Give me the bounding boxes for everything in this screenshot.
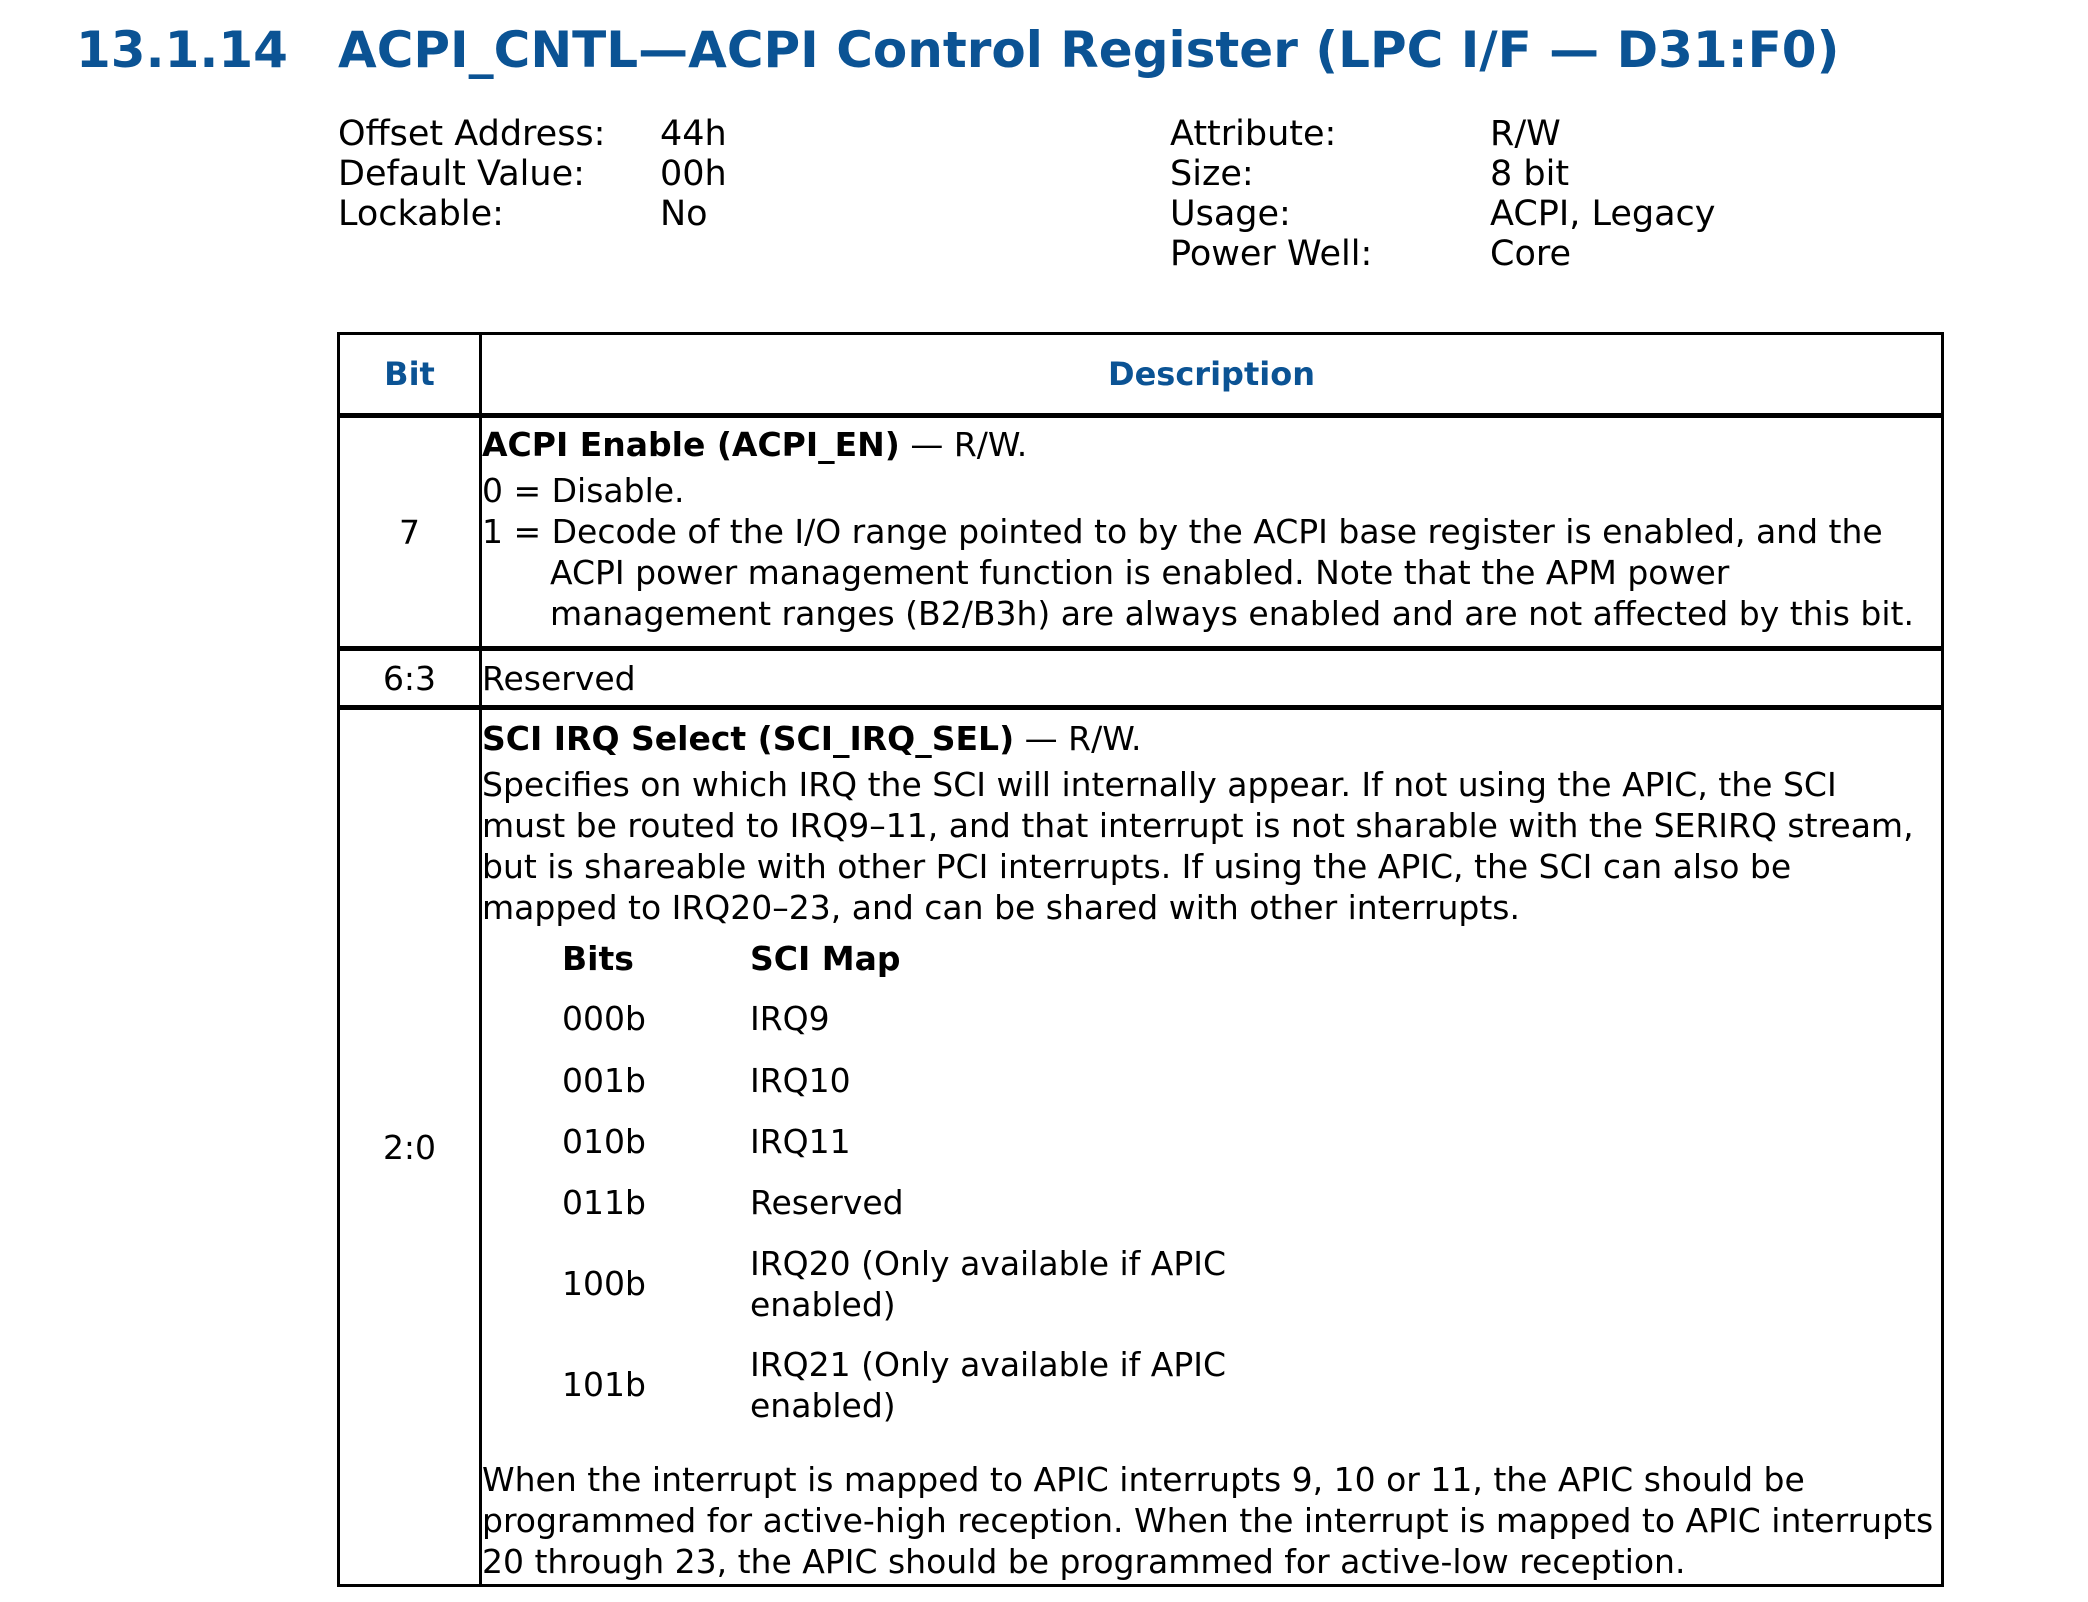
description-line: mapped to IRQ20–23, and can be shared with other interrupts. [482, 888, 1520, 927]
register-bit-table [337, 332, 1944, 1587]
sci-map-value-line: enabled) [750, 1285, 896, 1324]
sci-map-value: IRQ9 [750, 999, 830, 1038]
sci-map-bits: 000b [562, 999, 646, 1038]
description-line: Reserved [482, 658, 636, 698]
meta-label: Size: [1170, 154, 1254, 194]
table-row-bit-7 [339, 416, 1943, 649]
meta-row-offset-address [338, 114, 938, 154]
meta-value: No [660, 194, 708, 234]
description-line: When the interrupt is mapped to APIC interrupts 9, 10 or 11, the APIC should be [482, 1460, 1805, 1499]
description-line: Specifies on which IRQ the SCI will internally appear. If not using the APIC, the SCI [482, 765, 1837, 804]
sci-map-value [750, 1344, 1310, 1426]
sci-map-header [562, 932, 1941, 990]
meta-row-usage [1170, 194, 1870, 234]
register-attributes-left [338, 114, 938, 234]
register-attributes-right [1170, 114, 1870, 274]
sci-map-value-line: IRQ21 (Only available if APIC [750, 1345, 1227, 1384]
field-access: — R/W. [1014, 719, 1142, 758]
sci-map-value [750, 1243, 1310, 1325]
field-heading [482, 718, 1941, 759]
sci-map-row [562, 990, 1941, 1052]
table-row-bit-6-3 [339, 649, 1943, 708]
sci-map-row [562, 1235, 1941, 1336]
meta-label: Usage: [1170, 194, 1291, 234]
sci-map-row [562, 1174, 1941, 1235]
bit-cell: 2:0 [339, 708, 481, 1586]
bit-cell: 6:3 [339, 649, 481, 708]
sci-map-header-map: SCI Map [750, 939, 901, 978]
meta-value: 8 bit [1490, 154, 1570, 194]
description-cell [481, 649, 1943, 708]
meta-row-size [1170, 154, 1870, 194]
meta-value: 00h [660, 154, 727, 194]
meta-row-default-value [338, 154, 938, 194]
meta-value: Core [1490, 234, 1572, 274]
sci-map-bits: 001b [562, 1061, 646, 1100]
meta-value: 44h [660, 114, 727, 154]
meta-row-power-well [1170, 234, 1870, 274]
sci-map-value-line: IRQ20 (Only available if APIC [750, 1244, 1227, 1283]
table-row-bit-2-0 [339, 708, 1943, 1586]
sci-map-table [562, 932, 1941, 1437]
sci-map-value: IRQ10 [750, 1061, 851, 1100]
field-name: ACPI Enable (ACPI_EN) [482, 425, 900, 464]
sci-map-bits: 010b [562, 1122, 646, 1161]
description-line: must be routed to IRQ9–11, and that interrupt is not sharable with the SERIRQ stream, [482, 806, 1914, 845]
field-access: — R/W. [899, 425, 1028, 464]
description-line: 1 = Decode of the I/O range pointed to by the ACPI base register is enabled, and the [482, 512, 1883, 551]
sci-map-bits: 101b [562, 1365, 646, 1404]
sci-map-row [562, 1336, 1941, 1437]
sci-map-row [562, 1113, 1941, 1174]
description-cell [481, 708, 1943, 1586]
table-header-row [339, 334, 1943, 416]
sci-map-bits: 011b [562, 1183, 646, 1222]
description-line: programmed for active-high reception. When the interrupt is mapped to APIC interrupts [482, 1501, 1934, 1540]
sci-map-bits: 100b [562, 1264, 646, 1303]
description-line: 20 through 23, the APIC should be programmed for active-low reception. [482, 1542, 1686, 1581]
description-line: 0 = Disable. [482, 471, 685, 510]
field-heading [482, 424, 1941, 465]
field-name: SCI IRQ Select (SCI_IRQ_SEL) [482, 719, 1015, 758]
meta-value: R/W [1490, 114, 1561, 154]
meta-label: Default Value: [338, 154, 585, 194]
sci-map-header-bits: Bits [562, 939, 634, 978]
meta-label: Lockable: [338, 194, 504, 234]
description-line: ACPI power management function is enabled. Note that the APM power [550, 553, 1730, 592]
column-header-description: Description [481, 334, 1943, 416]
column-header-bit: Bit [339, 334, 481, 416]
bit-cell: 7 [339, 416, 481, 649]
sci-map-value: IRQ11 [750, 1122, 851, 1161]
page-title [76, 14, 1839, 86]
meta-row-attribute [1170, 114, 1870, 154]
meta-value: ACPI, Legacy [1490, 194, 1716, 234]
section-title: ACPI_CNTL—ACPI Control Register (LPC I/F — D31:F0) [338, 21, 1840, 79]
description-line: but is shareable with other PCI interrupts. If using the APIC, the SCI can also be [482, 847, 1792, 886]
meta-label: Offset Address: [338, 114, 606, 154]
sci-map-value-line: enabled) [750, 1386, 896, 1425]
sci-map-value: Reserved [750, 1183, 904, 1222]
section-number: 13.1.14 [76, 21, 288, 79]
sci-map-row [562, 1052, 1941, 1113]
description-cell [481, 416, 1943, 649]
meta-label: Power Well: [1170, 234, 1373, 274]
description-line: management ranges (B2/B3h) are always enabled and are not affected by this bit. [550, 594, 1914, 633]
meta-label: Attribute: [1170, 114, 1337, 154]
meta-row-lockable [338, 194, 938, 234]
